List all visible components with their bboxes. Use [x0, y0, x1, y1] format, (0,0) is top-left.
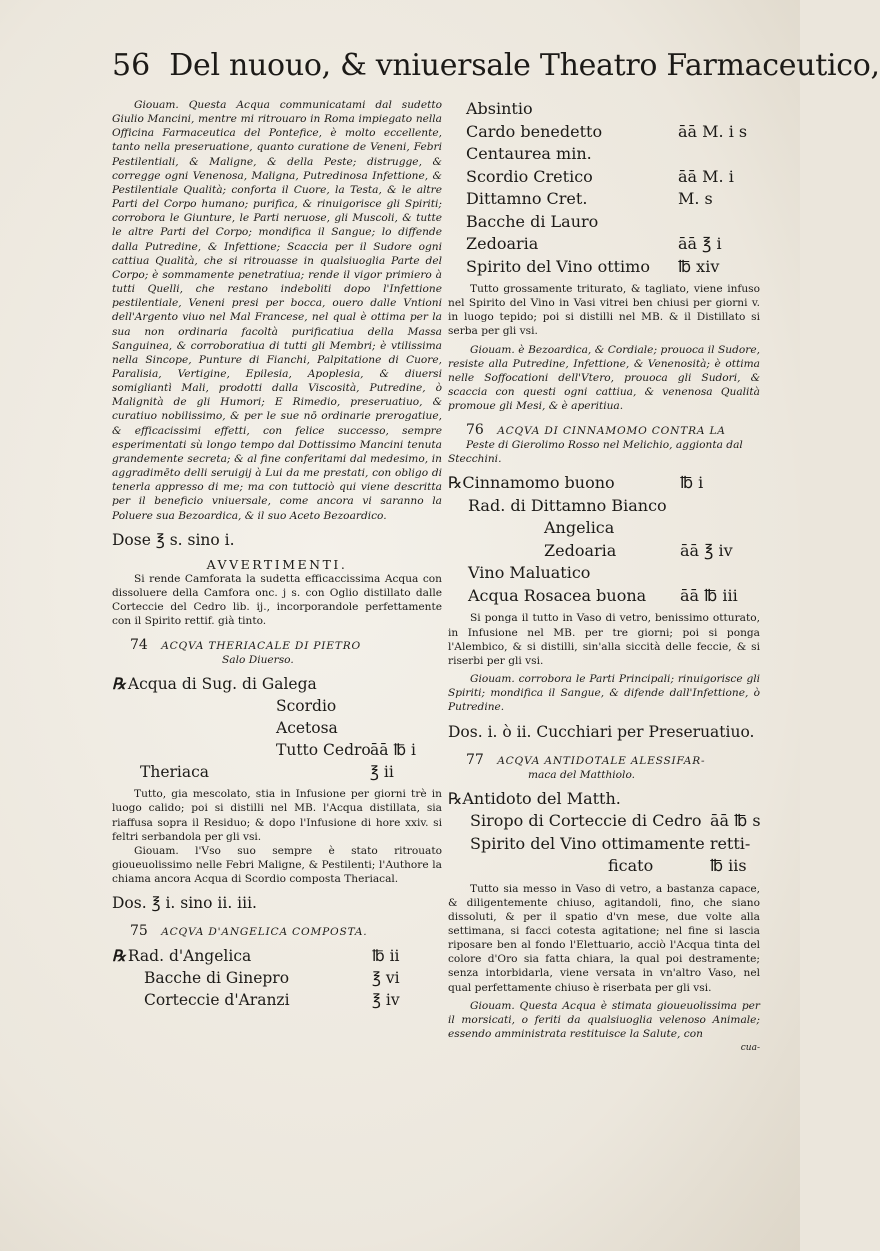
ingredient-row	[448, 256, 760, 279]
ingredient-name: Cinnamomo buono	[462, 473, 615, 493]
ingredient-name: Theriaca	[140, 763, 210, 782]
ingredient-amount: ℥ vi	[372, 969, 400, 988]
ingredient-row	[448, 495, 760, 518]
ingredient-amount: āā ℥ i	[678, 234, 722, 253]
recipe-76-commentary: Giouam. corrobora le Parti Principali; rinuigorisce gli Spiriti; mondifica il Sangue, & difende dall'Infettione, ò Putredine.	[448, 673, 760, 714]
ingredient-row	[448, 810, 760, 833]
recipe-76-heading	[448, 423, 760, 466]
ingredient-row	[112, 967, 442, 989]
ingredient-amount: āā ℔ i	[370, 741, 416, 760]
ingredient-amount: āā ℔ iii	[680, 585, 738, 605]
recipe-76-subtitle: Peste di Gierolimo Rosso nel Melichio, aggionta dal Stecchini.	[448, 439, 743, 466]
ingredient-row	[448, 166, 760, 189]
recipe-74-heading	[112, 638, 442, 667]
ingredient-name: Bacche di Ginepro	[144, 969, 290, 988]
ingredient-amount: āā ℔ s	[710, 811, 761, 830]
running-title: Del nuouo, & vniuersale Theatro Farmaceutico,	[169, 48, 880, 83]
ingredient-name: Centaurea min.	[466, 144, 592, 163]
ingredient-name: Spirito del Vino ottimo	[466, 256, 650, 276]
ingredient-name: Angelica	[544, 518, 615, 538]
recipe-75-heading	[112, 924, 442, 939]
ingredient-name: Cardo benedetto	[466, 121, 603, 141]
recipe-77-commentary: Giouam. Questa Acqua è stimata gioueuolissima per il morsicati, o feriti da qualsiuoglia velenoso Animale; essendo amministrata restituisce la Salute, con	[448, 999, 760, 1041]
ingredient-name: Spirito del Vino ottimamente retti-	[470, 833, 751, 853]
page-header	[112, 48, 880, 96]
ingredient-amount: ℔ iis	[710, 856, 747, 875]
recipe-75-title: ACQVA D'ANGELICA COMPOSTA.	[161, 926, 368, 939]
ingredient-amount: ℔ i	[680, 473, 704, 493]
recipe-75-method: Tutto grossamente triturato, & tagliato, viene infuso nel Spirito del Vino in Vasi vitrei ben chiusi per giorni v. in luogo tepido; poi si distilli nel MB. & il Distillato si serba per gli vsi.	[448, 283, 760, 338]
ingredient-name: Acqua Rosacea buona	[468, 585, 647, 605]
recipe-76-title: ACQVA DI CINNAMOMO CONTRA LA	[497, 425, 726, 438]
warnings-heading: AVVERTIMENTI.	[206, 556, 348, 572]
ingredient-row	[448, 833, 760, 856]
ingredient-amount: ℔ ii	[372, 947, 400, 966]
ingredient-row	[112, 945, 442, 967]
ingredient-row	[448, 143, 760, 166]
ingredient-amount: āā ℥ iv	[680, 540, 733, 560]
ingredient-row	[448, 121, 760, 144]
ingredient-name: Tutto Cedro	[276, 741, 371, 760]
warnings-text: Si rende Camforata la sudetta efficaccissima Acqua con dissoluere della Camfora onc. j s. con Oglio distillato dalle Corteccie del Cedro lib. ij., incorporandole perfettamente con il Spirito rettif. già tinto.	[112, 572, 442, 628]
recipe-symbol: ℞	[448, 788, 463, 808]
recipe-76-ingredients	[448, 472, 760, 607]
ingredient-row	[448, 211, 760, 234]
recipe-77-number: 77	[466, 751, 484, 768]
page-number: 56	[112, 48, 151, 83]
ingredient-row	[112, 717, 442, 739]
dose-74: Dos. ℥ i. sino ii. iii.	[112, 894, 257, 913]
ingredient-name: Rad. di Dittamno Bianco	[468, 495, 667, 515]
recipe-77-method: Tutto sia messo in Vaso di vetro, a bastanza capace, & diligentemente chiuso, agitandoli, fino, che siano dissoluti, & per il spatio d'vn mese, due volte alla settimana, si facci cotesta agitatione; nel fine si lascia riposare ben al fondo l'Elettuario, acciò l'Acqua tinta del colore d'Oro sia fatta chiara, la qual poi destramente; senza intorbidarla, viene versata in vn'altro Vaso, nel qual perfettamente chiuso è riserbata per gli vsi.	[448, 882, 760, 994]
recipe-74-title: ACQVA THERIACALE DI PIETRO	[161, 640, 361, 653]
recipe-74-number: 74	[130, 637, 148, 654]
ingredient-name: Zedoaria	[466, 234, 539, 253]
ingredient-name: Zedoaria	[544, 540, 617, 560]
ingredient-row	[448, 188, 760, 211]
dose-73: Dose ℥ s. sino i.	[112, 530, 235, 549]
ingredient-row	[448, 855, 760, 878]
recipe-75-ingredients-continued	[448, 98, 760, 278]
ingredient-name: Acqua di Sug. di Galega	[127, 675, 317, 694]
ingredient-name: Rad. d'Angelica	[127, 947, 252, 966]
ingredient-name: Bacche di Lauro	[466, 211, 599, 231]
recipe-76-method: Si ponga il tutto in Vaso di vetro, benissimo otturato, in Infusione nel MB. per tre giorni; poi si ponga l'Alembico, & si distilli, sin'alla siccità delle feccie, & si riserbi per gli vsi.	[448, 612, 760, 667]
recipe-74-ingredients	[112, 673, 442, 783]
ingredient-row	[448, 517, 760, 540]
recipe-75-ingredients	[112, 945, 442, 1011]
right-column	[448, 98, 760, 1238]
recipe-74-commentary: Giouam. l'Vso suo sempre è stato ritrouato gioueuolissimo nelle Febri Maligne, & Pestilenti; l'Authore la chiama ancora Acqua di Scordio composta Theriacal.	[112, 844, 442, 886]
ingredient-amount: ℔ xiv	[678, 256, 720, 276]
ingredient-row	[448, 472, 760, 495]
ingredient-row	[448, 585, 760, 608]
recipe-76-number: 76	[466, 422, 484, 439]
recipe-74-subtitle: Salo Diuerso.	[222, 654, 294, 667]
ingredient-row	[112, 739, 442, 761]
left-column	[112, 98, 442, 1238]
ingredient-row	[448, 233, 760, 256]
ingredient-amount: āā M. i s	[678, 121, 748, 141]
ingredient-name: Antidoto del Matth.	[462, 788, 621, 808]
ingredient-row	[112, 761, 442, 783]
recipe-77-ingredients	[448, 788, 760, 878]
ingredient-row	[112, 673, 442, 695]
ingredient-name: Acetosa	[276, 719, 338, 738]
recipe-77-subtitle: maca del Matthiolo.	[528, 768, 635, 781]
ingredient-amount: ℥ iv	[372, 991, 400, 1010]
recipe-73-commentary: Giouam. Questa Acqua communicatami dal sudetto Giulio Mancini, mentre mi ritrouaro in Roma impiegato nella Officina Farmaceutica del Pontefice, è molto eccellente, tanto nella preseruatione, quanto curatione de Veneni, Febri Pestilentiali, & Maligne, & della Peste; distrugge, & corregge ogni Venenosa, Maligna, Putredinosa Infettione, & Pestilentiale Qualità; conforta il Cuore, la Testa, & le altre Parti del Corpo humano; purifica, & rinuigorisce gli Spiriti; corrobora le Giunture, le Parti neruose, gli Muscoli, & tutte le altre Parti del Corpo; mondifica il Sangue; lo diffende dalla Putredine, & Infettione; Scaccia per il Sudore ogni cattiua Qualità, che si ritrouasse in qualsiuoglia Parte del Corpo; è sommamente penetratiua; rende il vigor primiero à tutti Quelli, che restano indeboliti dopo l'Infettione pestilentiale, Veneni presi per bocca, ouero dalle Vntioni dell'Argento viuo nel Mal Francese, nel qual è ottima per la sua non ordinaria facoltà purificatiua della Massa Sanguinea, & corroboratiua di tutti gli Membri; è vtilissima nella Sincope, Punture di Fianchi, Palpitatione di Cuore, Paralisia, Vertigine, Epilesia, Apoplesia, & diuersi somigliantì Mali, prodotti dalla Viscosità, Putredine, ò Malignità de gli Humori; E Rimedio, preseruatiuo, & curatiuo nobilissimo, & per le sue nō ordinarie prerogatiue, & efficacissimi effetti, con felice successo, sempre esperimentati sù longo tempo dal Dottissimo Mancini tenuta grandemente secreta; & al fine conferitami dal medesimo, in aggradimēto delli seruigij à Lui da me prestati, con obligo di tenerla appresso di me; ma con tuttociò qui viene descritta per il beneficio vniuersale, come ancora vi saranno la Poluere sua Bezoardica, & il suo Aceto Bezoardico.	[112, 99, 442, 522]
ingredient-row	[448, 98, 760, 121]
recipe-77-heading	[448, 753, 760, 782]
recipe-symbol: ℞	[112, 674, 126, 694]
ingredient-row	[112, 989, 442, 1011]
ingredient-amount: āā M. i	[678, 166, 734, 186]
ingredient-amount: M. s	[678, 189, 713, 208]
ingredient-name: Vino Maluatico	[468, 563, 591, 583]
ingredient-row	[112, 695, 442, 717]
ingredient-name: Absintio	[466, 99, 533, 118]
ingredient-name: Scordio Cretico	[466, 166, 593, 186]
ingredient-name: Siropo di Corteccie di Cedro	[470, 811, 702, 830]
ingredient-name: Scordio	[276, 697, 337, 716]
ingredient-row	[448, 788, 760, 811]
recipe-74-method: Tutto, gia mescolato, stia in Infusione per giorni trè in luogo calido; poi si distilli nel MB. l'Acqua distillata, sia riaffusa sopra il Residuo; & dopo l'Infusione di hore xxiv. si feltri serbandola per gli vsi.	[112, 788, 442, 843]
ingredient-row	[448, 562, 760, 585]
recipe-77-title: ACQVA ANTIDOTALE ALESSIFAR-	[497, 754, 706, 767]
ingredient-row	[448, 540, 760, 563]
recipe-symbol: ℞	[112, 946, 126, 966]
ingredient-name: Dittamno Cret.	[466, 189, 588, 208]
catchword: cua-	[740, 1043, 760, 1054]
ingredient-name: Corteccie d'Aranzi	[144, 991, 290, 1010]
recipe-75-commentary: Giouam. è Bezoardica, & Cordiale; prouoca il Sudore, resiste alla Putredine, Infettione, & Venenosità; è ottima nelle Soffocationi dell'Vtero, prouoca gli Sudori, & scaccia con questi ogni cattiua, & venenosa Qualità promoue gli Mesi, & è aperitiua.	[448, 343, 760, 413]
ingredient-amount: ℥ ii	[370, 763, 394, 782]
ingredient-name: ficato	[608, 856, 654, 875]
recipe-75-number: 75	[130, 923, 148, 940]
recipe-symbol: ℞	[448, 473, 463, 493]
dose-76: Dos. i. ò ii. Cucchiari per Preseruatiuo.	[448, 722, 755, 741]
